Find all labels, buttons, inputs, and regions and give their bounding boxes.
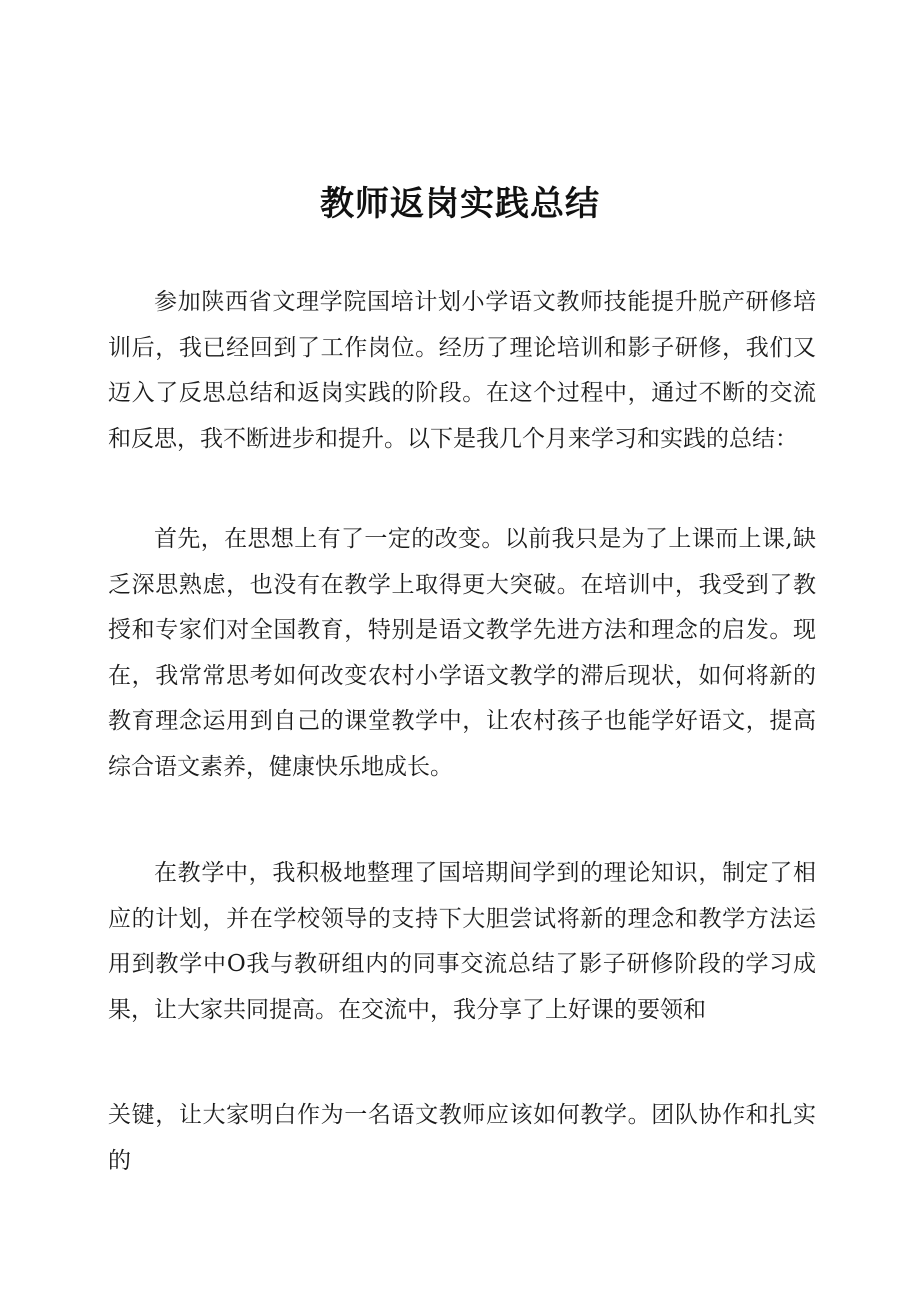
paragraph-1: 参加陕西省文理学院国培计划小学语文教师技能提升脱产研修培训后，我已经回到了工作岗位。经历了理论培训和影子研修，我们又迈入了反思总结和返岗实践的阶段。在这个过程中，通过不断的交流和反思，我不断进步和提升。以下是我几个月来学习和实践的总结： [108,289,816,452]
document-title: 教师返岗实践总结 [320,184,600,224]
paragraph-2: 首先，在思想上有了一定的改变。以前我只是为了上课而上课,缺乏深思熟虑，也没有在教学上取得更大突破。在培训中，我受到了教授和专家们对全国教育，特别是语文教学先进方法和理念的启发。现在，我常常思考如何改变农村小学语文教学的滞后现状，如何将新的教育理念运用到自己的课堂教学中，让农村孩子也能学好语文，提高综合语文素养，健康快乐地成长。 [108,526,816,780]
paragraph-3: 在教学中，我积极地整理了国培期间学到的理论知识，制定了相应的计划，并在学校领导的支持下大胆尝试将新的理念和教学方法运用到教学中O我与教研组内的同事交流总结了影子研修阶段的学习成果，让大家共同提高。在交流中，我分享了上好课的要领和 [108,860,816,1023]
paragraph-4: 关键，让大家明白作为一名语文教师应该如何教学。团队协作和扎实的 [108,1102,816,1174]
